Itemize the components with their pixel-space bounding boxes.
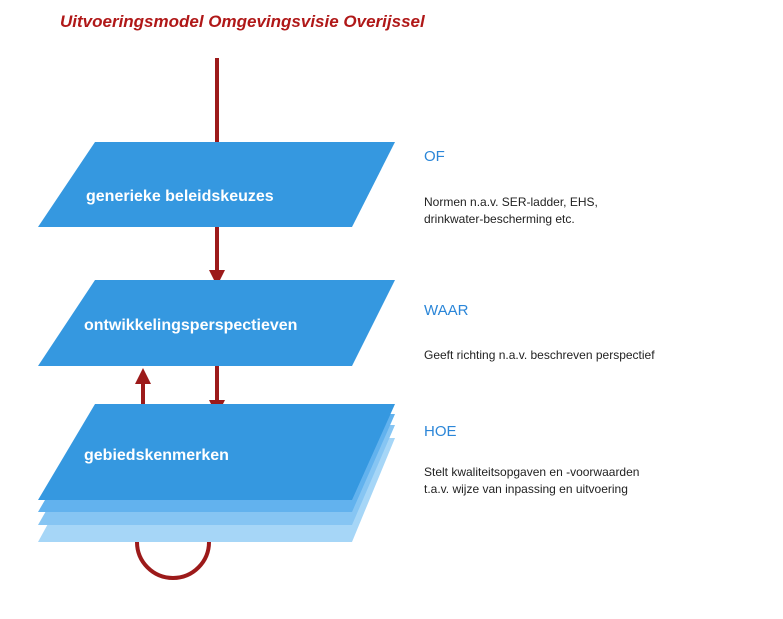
layer-label-2: ontwikkelingsperspectieven [84,317,298,334]
desc-of [424,194,598,228]
heading-of: OF [424,148,445,165]
desc-hoe [424,464,639,498]
heading-waar: WAAR [424,302,469,319]
layer-label-1: generieke beleidskeuzes [86,188,274,205]
heading-hoe: HOE [424,423,457,440]
layer-generieke-beleidskeuzes [38,142,395,227]
diagram-title: Uitvoeringsmodel Omgevingsvisie Overijssel [60,12,425,31]
desc-of-line-1: Normen n.a.v. SER-ladder, EHS, [424,195,598,209]
desc-hoe-line-1: Stelt kwaliteitsopgaven en -voorwaarden [424,465,640,479]
desc-of-line-2: drinkwater-bescherming etc. [424,212,575,226]
desc-waar-line-1: Geeft richting n.a.v. beschreven perspectief [424,348,655,362]
layer-label-3: gebiedskenmerken [84,447,229,464]
feedback-loop-arc [137,542,209,578]
desc-waar [424,347,655,364]
desc-hoe-line-2: t.a.v. wijze van inpassing en uitvoering [424,482,628,496]
